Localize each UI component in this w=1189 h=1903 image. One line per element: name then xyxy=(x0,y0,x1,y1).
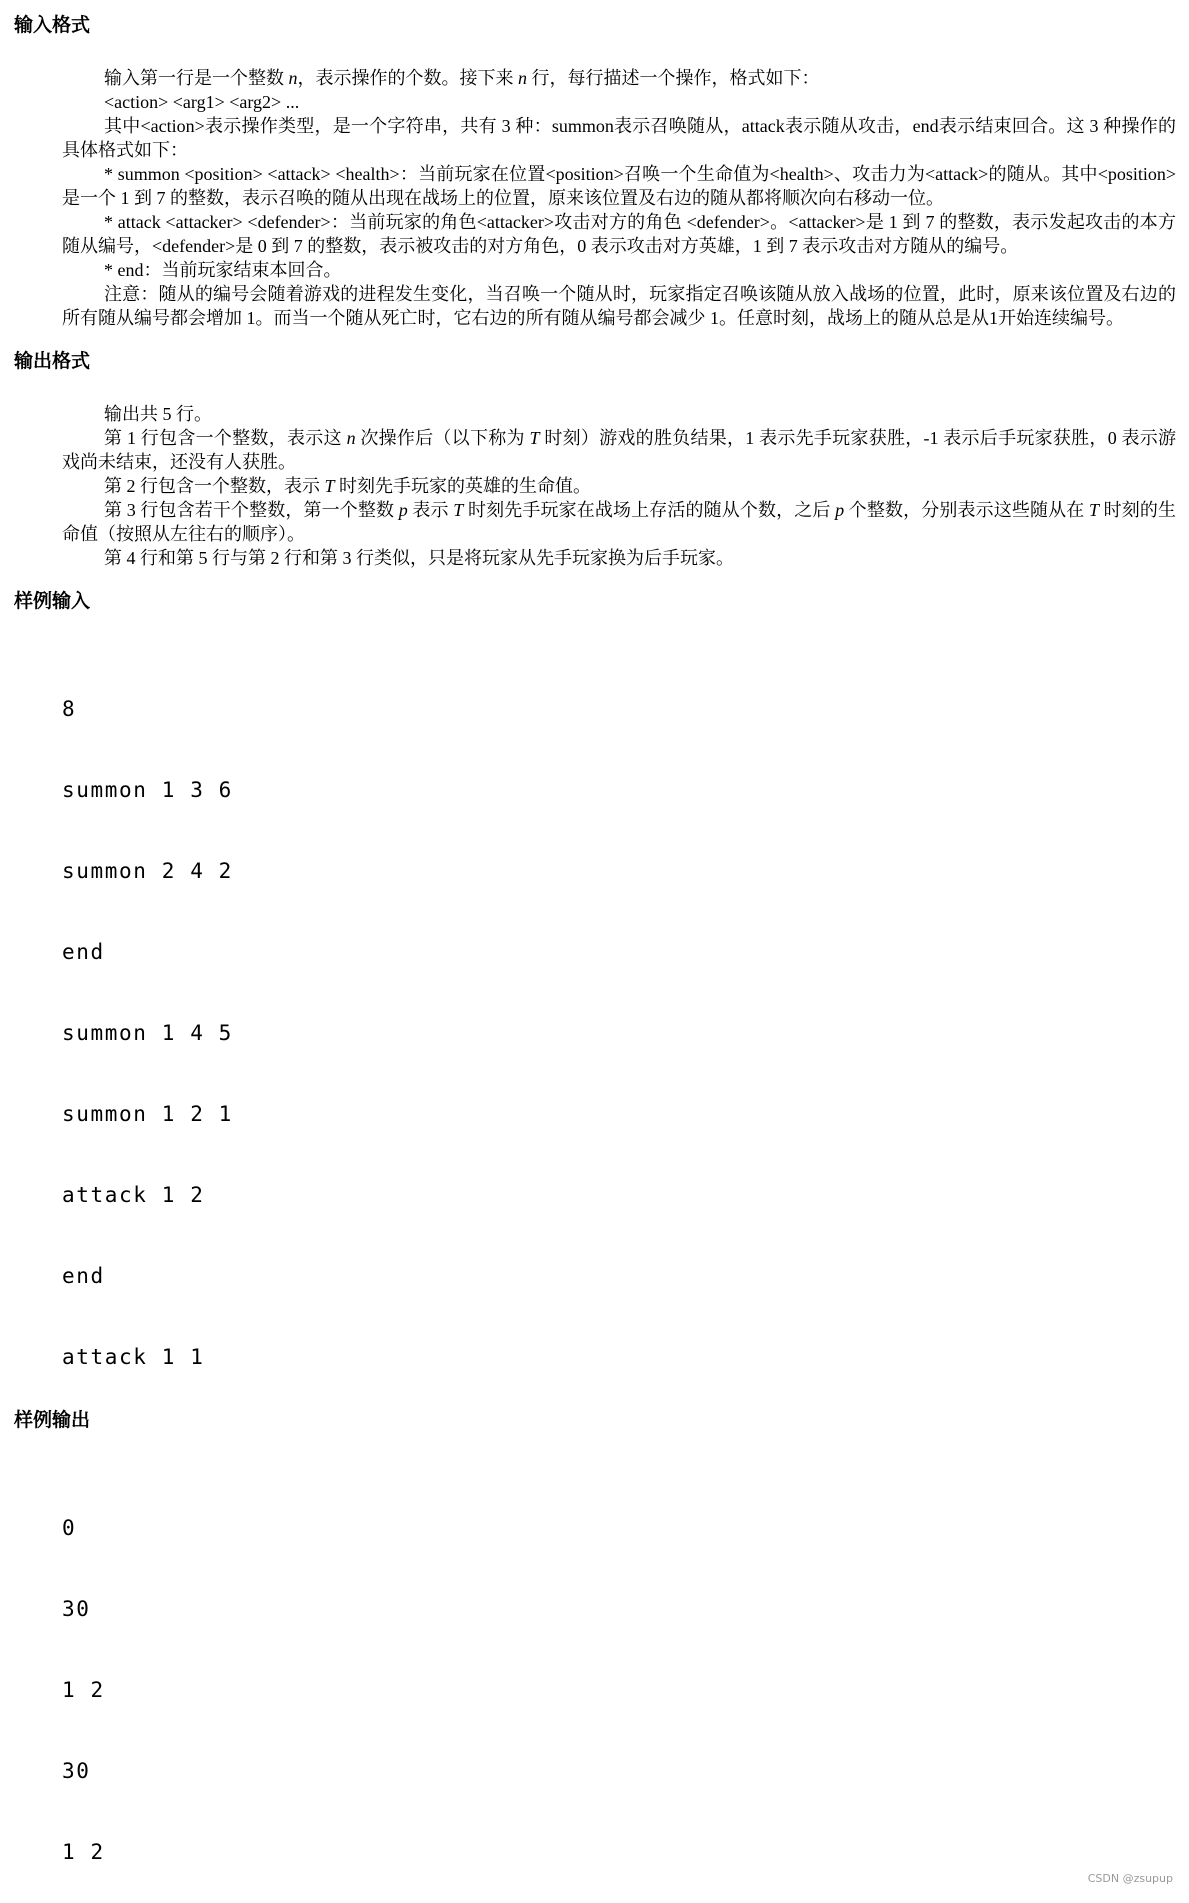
watermark: CSDN @zsupup xyxy=(1087,1872,1173,1885)
text: ，表示操作的个数。接下来 xyxy=(297,68,518,88)
paragraph: 第 4 行和第 5 行与第 2 行和第 3 行类似，只是将玩家从先手玩家换为后手玩家。 xyxy=(104,548,734,568)
text: 时刻）游戏的胜负结果，1 表示先手玩家获胜，-1 表示后手玩家获胜，0 表示游戏尚未结束，还没有人获胜。 xyxy=(62,428,1177,472)
code-line: summon 2 4 2 xyxy=(62,859,233,883)
paragraph: 注意：随从的编号会随着游戏的进程发生变化，当召唤一个随从时，玩家指定召唤该随从放入战场的位置，此时，原来该位置及右边的所有随从编号都会增加 1。而当一个随从死亡时，它右边的所有随从编号都会减少 1。任意时刻，战场上的随从总是从1开始连续编号。 xyxy=(62,284,1176,328)
paragraph xyxy=(62,426,1176,474)
paragraph: * end：当前玩家结束本回合。 xyxy=(104,260,342,280)
text: 时刻的生命值（按照从左往右的顺序）。 xyxy=(62,500,1177,544)
var-t: T xyxy=(324,476,335,496)
text: 输入第一行是一个整数 xyxy=(104,68,289,88)
paragraph: 其中<action>表示操作类型，是一个字符串，共有 3 种：summon表示召唤随从，attack表示随从攻击，end表示结束回合。这 3 种操作的具体格式如下： xyxy=(62,116,1176,160)
input-format-heading: 输入格式 xyxy=(14,14,91,36)
text: 时刻先手玩家在战场上存活的随从个数，之后 xyxy=(463,500,836,520)
code-line: summon 1 4 5 xyxy=(62,1021,233,1045)
text: 表示 xyxy=(407,500,454,520)
code-line: attack 1 1 xyxy=(62,1345,205,1369)
code-line: 30 xyxy=(62,1759,91,1783)
paragraph xyxy=(62,474,1176,498)
var-t: T xyxy=(453,500,464,520)
var-t: T xyxy=(529,428,540,448)
code-line: 8 xyxy=(62,697,77,721)
code-line: end xyxy=(62,1264,105,1288)
text: 个整数，分别表示这些随从在 xyxy=(844,500,1089,520)
text: 第 3 行包含若干个整数，第一个整数 xyxy=(104,500,399,520)
sample-input-heading: 样例输入 xyxy=(14,590,91,612)
paragraph: * attack <attacker> <defender>：当前玩家的角色<attacker>攻击对方的角色 <defender>。<attacker>是 1 到 7 的整数，表示发起攻击的本方随从编号，<defender>是 0 到 7 的整数，表示被攻击的对方角色，0 表示攻击对方英雄，1 到 7 表示攻击对方随从的编号。 xyxy=(62,212,1176,256)
code-line: summon 1 2 1 xyxy=(62,1102,233,1126)
sample-output-heading: 样例输出 xyxy=(14,1409,91,1431)
code-line: 1 2 xyxy=(62,1678,105,1702)
sample-output-code xyxy=(62,1461,1189,1893)
var-p: p xyxy=(835,500,845,520)
text: 次操作后（以下称为 xyxy=(355,428,530,448)
text: 行，每行描述一个操作，格式如下： xyxy=(527,68,820,88)
code-line: 0 xyxy=(62,1516,77,1540)
code-line: 30 xyxy=(62,1597,91,1621)
paragraph xyxy=(62,498,1176,546)
paragraph: <action> <arg1> <arg2> ... xyxy=(104,92,300,112)
var-n: n xyxy=(288,68,298,88)
paragraph: * summon <position> <attack> <health>：当前玩家在位置<position>召唤一个生命值为<health>、攻击力为<attack>的随从。其中<position>是一个 1 到 7 的整数，表示召唤的随从出现在战场上的位置，原来该位置及右边的随从都将顺次向右移动一位。 xyxy=(62,164,1177,208)
code-line: summon 1 3 6 xyxy=(62,778,233,802)
text: 时刻先手玩家的英雄的生命值。 xyxy=(334,476,592,496)
var-n: n xyxy=(518,68,527,88)
input-format-body xyxy=(62,66,1176,330)
code-line: end xyxy=(62,940,105,964)
var-p: p xyxy=(398,500,408,520)
text: 第 2 行包含一个整数，表示 xyxy=(104,476,325,496)
paragraph: 输出共 5 行。 xyxy=(104,404,212,424)
var-n: n xyxy=(346,428,356,448)
text: 第 1 行包含一个整数，表示这 xyxy=(104,428,347,448)
output-format-body xyxy=(62,402,1176,570)
var-t: T xyxy=(1089,500,1100,520)
output-format-heading: 输出格式 xyxy=(14,350,91,372)
sample-input-code xyxy=(62,642,1189,1398)
code-line: attack 1 2 xyxy=(62,1183,205,1207)
paragraph xyxy=(62,66,1176,90)
code-line: 1 2 xyxy=(62,1840,105,1864)
